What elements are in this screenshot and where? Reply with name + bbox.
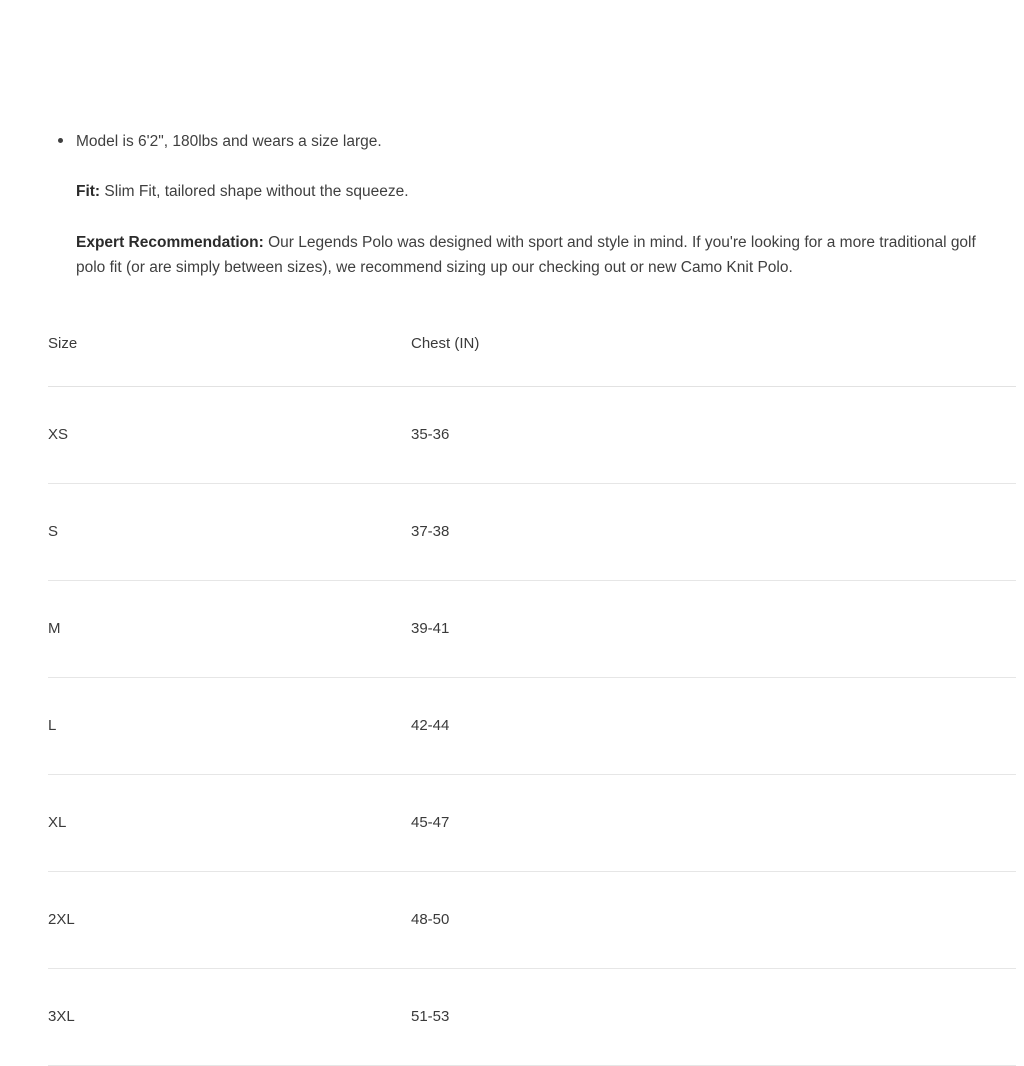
cell-chest: 51-53 xyxy=(411,968,1016,1065)
cell-size: 2XL xyxy=(48,871,411,968)
table-row xyxy=(48,968,1016,1065)
fit-text: Slim Fit, tailored shape without the squeeze. xyxy=(100,183,409,201)
table-row xyxy=(48,774,1016,871)
table-row xyxy=(48,483,1016,580)
fit-paragraph xyxy=(38,179,986,204)
cell-size: L xyxy=(48,677,411,774)
table-body xyxy=(48,386,1016,1065)
cell-size: XL xyxy=(48,774,411,871)
fit-label: Fit: xyxy=(76,183,101,201)
table-row xyxy=(48,386,1016,483)
table-header-row xyxy=(48,335,1016,387)
intro-list xyxy=(38,130,986,153)
cell-chest: 35-36 xyxy=(411,386,1016,483)
bullet-dot-icon xyxy=(58,138,63,143)
model-info-text: Model is 6'2", 180lbs and wears a size large. xyxy=(76,133,382,150)
table-row xyxy=(48,677,1016,774)
expert-recommendation-text: Our Legends Polo was designed with sport and style in mind. If you're looking for a more traditional golf polo fit (or are simply between sizes), we recommend sizing up our checking out or new Camo Knit Polo. xyxy=(76,234,976,277)
cell-chest: 39-41 xyxy=(411,580,1016,677)
table-header xyxy=(48,335,1016,387)
cell-size: 3XL xyxy=(48,968,411,1065)
cell-chest: 42-44 xyxy=(411,677,1016,774)
table-row xyxy=(48,580,1016,677)
cell-size: XS xyxy=(48,386,411,483)
expert-recommendation-label: Expert Recommendation: xyxy=(76,234,264,252)
cell-size: S xyxy=(48,483,411,580)
cell-chest: 48-50 xyxy=(411,871,1016,968)
expert-recommendation-paragraph xyxy=(38,230,986,280)
column-header-size: Size xyxy=(48,335,411,387)
size-chart-table xyxy=(48,335,1016,1066)
list-item xyxy=(38,130,986,153)
column-header-chest: Chest (IN) xyxy=(411,335,1016,387)
cell-chest: 45-47 xyxy=(411,774,1016,871)
cell-chest: 37-38 xyxy=(411,483,1016,580)
table-row xyxy=(48,871,1016,968)
cell-size: M xyxy=(48,580,411,677)
